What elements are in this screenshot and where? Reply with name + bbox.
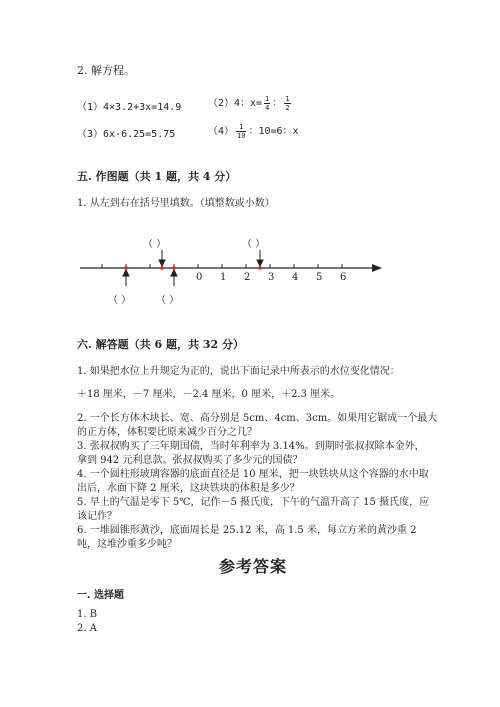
equation-4: （4） $\frac{1}{10}$ ：10=6：x — [208, 122, 299, 140]
paren-below-1: （ ） — [108, 295, 132, 306]
paren-above-1: （ ） — [143, 239, 167, 250]
fraction-1-2: $\frac{1}{2}$ — [285, 94, 290, 112]
tick-label-0: 0 — [196, 272, 203, 283]
section-6-q2-line1: 2. 一个长方体木块长、宽、高分别是 5cm、4cm、3cm。如果用它锯成一个最大 — [77, 413, 438, 424]
answer-2: 2. A — [77, 623, 97, 634]
paren-above-2: （ ） — [242, 239, 266, 250]
equation-2-prefix: （2）4：x= — [208, 98, 263, 109]
paren-below-2: （ ） — [156, 295, 180, 306]
section-5-title: 五. 作图题（共 1 题，共 4 分） — [77, 170, 237, 183]
tick-label-6: 6 — [340, 272, 347, 283]
section-6-q6-line1: 6. 一堆圆锥形黄沙，底面周长是 25.12 米，高 1.5 米，每立方米的黄沙重 2 — [77, 525, 417, 536]
section-6-q5-line2: 该记作？ — [77, 511, 117, 522]
equation-2: （2）4：x= $\frac{1}{4}$ ： $\frac{1}{2}$ — [208, 94, 290, 112]
number-line-arrowhead — [372, 264, 382, 272]
section-6-q3-line1: 3. 张叔叔购买了三年期国债，当时年利率为 3.14%。到期时张叔叔除本金外， — [77, 441, 425, 452]
fraction-1-4: $\frac{1}{4}$ — [265, 94, 270, 112]
tick-label-5: 5 — [316, 272, 323, 283]
equation-section-heading: 2. 解方程。 — [77, 64, 135, 77]
section-6-q3-line2: 拿到 942 元利息款。张叔叔购买了多少元的国债？ — [77, 455, 303, 466]
number-line-ticks — [102, 264, 342, 268]
tick-label-3: 3 — [268, 272, 275, 283]
equation-1: （1）4×3.2+3x=14.9 — [77, 102, 182, 113]
section-6-q2-line2: 的正方体，体积要比原来减少百分之几？ — [77, 427, 257, 438]
fraction-1-10: $\frac{1}{10}$ — [237, 122, 246, 140]
equation-3: （3）6x-6.25=5.75 — [77, 129, 176, 140]
section-6-q4-line1: 4. 一个圆柱形玻璃容器的底面直径是 10 厘米，把一块铁块从这个容器的水中取 — [77, 469, 429, 480]
section-6-title: 六. 解答题（共 6 题，共 32 分） — [77, 338, 244, 351]
tick-label-2: 2 — [244, 272, 251, 283]
answers-title: 参考答案 — [219, 557, 288, 576]
section-6-q5-line1: 5. 早上的气温是零下 5℃，记作－5 摄氏度，下午的气温升高了 15 摄氏度，应 — [77, 497, 430, 508]
section-6-q1: 1. 如果把水位上升规定为正的，说出下面记录中所表示的水位变化情况： — [77, 366, 400, 377]
section-6-q6-line2: 吨，这堆沙重多少吨？ — [77, 539, 177, 550]
answers-section-1: 一. 选择题 — [77, 590, 124, 601]
tick-label-4: 4 — [292, 272, 299, 283]
section-6-q1-values: ＋18 厘米，－7 厘米，－2.4 厘米，0 厘米，＋2.3 厘米。 — [77, 389, 341, 400]
answer-1: 1. B — [77, 609, 98, 620]
section-5-question-1: 1. 从左到右在括号里填数。（填整数或小数） — [77, 198, 275, 209]
section-6-q4-line2: 出后，水面下降 2 厘米，这块铁块的体积是多少？ — [77, 483, 300, 494]
tick-label-1: 1 — [220, 272, 227, 283]
